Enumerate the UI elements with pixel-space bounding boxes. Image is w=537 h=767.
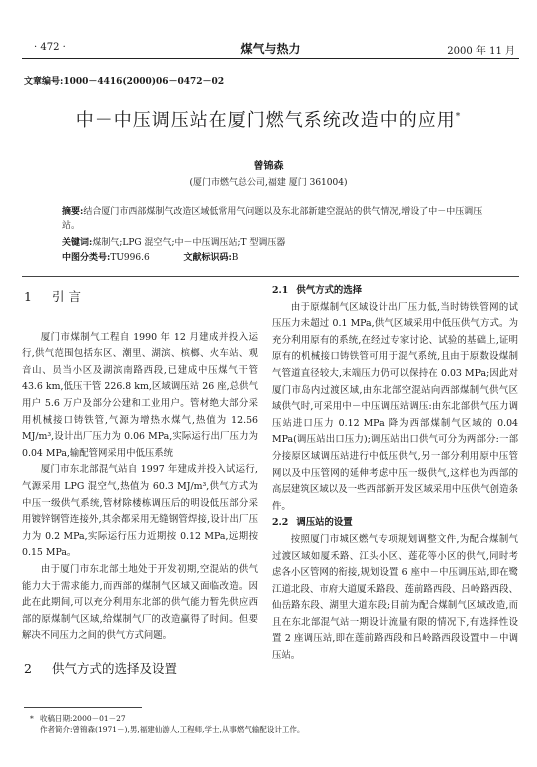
footnote-divider: [24, 707, 142, 708]
clc-value: TU996.6: [110, 253, 150, 263]
left-column: [22, 283, 258, 701]
doc-code-label: 文献标识码:: [183, 253, 232, 263]
section-title: 供气方式的选择及设置: [52, 660, 178, 676]
body-paragraph: 厦门市煤制气工程自 1990 年 12 月建成并投入运行,供气范围包括东区、潮里、湖滨、槟榔、火车站、观音山、员当小区及湖滨南路西段,已建成中压煤气干管 43.6 km,低压干管 226.8 km,区域调压站 26 座,总供气用户 5.6 万户及部分公建和工业用户。管材绝大部分采用机械接口铸铁管,气源为增热水煤气,热值为 12.56 MJ/m³,设计出厂压力为 0.06 MPa,实际运行出厂压力为 0.04 MPa,输配管网采用中低压系统: [22, 331, 258, 459]
running-header: [22, 40, 519, 59]
subsection-number: 2.2: [272, 517, 289, 529]
clc-label: 中图分类号:: [62, 253, 111, 263]
section-number: 2: [24, 660, 32, 676]
doc-code-value: B: [231, 253, 239, 263]
footnote-author-bio: [30, 724, 510, 735]
received-date: 收稿日期:2000－01－27: [40, 714, 126, 723]
abstract-label: 摘要:: [62, 207, 84, 217]
keywords-text: 煤制气;LPG 混空气;中－中压调压站;T 型调压器: [92, 238, 286, 248]
abstract-text: 结合厦门市西部煤制气改造区域低常用气问题以及东北部新建空混站的供气情况,增设了中－中压调压站。: [62, 207, 483, 231]
author-name: 曾锦森: [253, 161, 284, 172]
title-footnote-mark: *: [455, 112, 462, 122]
abstract: [62, 205, 492, 233]
page-number: · 472 ·: [34, 42, 66, 53]
article-title: [0, 106, 537, 132]
body-paragraph: 按照厦门市城区燃气专项规划调整文件,为配合煤制气过渡区域如厦禾路、江头小区、莲花等小区的供气,同时考虑各小区管网的衔接,规划设置 6 座中－中压调压站,即在鹭江道北段、市府大道厦禾路段、莲前路西段、吕岭路西段、仙岳路东段、湖里大道东段;目前为配合煤制气区域改造,而且在东北部混气站一期设计流量有限的情况下,有选择性设置 2 座调压站,即在莲前路西段和吕岭路西段设置中－中调压站。: [272, 533, 518, 662]
keywords: [62, 236, 492, 250]
subsection-heading-2-1: [272, 283, 518, 300]
subsection-heading-2-2: [272, 515, 518, 532]
author-affiliation: (厦门市燃气总公司,福建 厦门 361004): [189, 178, 348, 188]
section-heading-1: [24, 289, 258, 306]
title-text: 中－中压调压站在厦门燃气系统改造中的应用: [75, 110, 456, 131]
article-number: 文章编号:1000－4416(2000)06－0472－02: [24, 77, 225, 87]
footnote-received: [30, 713, 510, 724]
journal-name: 煤气与热力: [240, 42, 301, 56]
body-paragraph: 由于原煤制气区域设计出厂压力低,当时铸铁管网的试压压力未超过 0.1 MPa,供气区域采用中低压供气方式。为充分利用原有的系统,在经过专家讨论、试验的基础上,证明原有的机械接口铸铁管可用于混气系统,且由于原数设煤制气管道直径较大,末端压力仍可以保持在 0.03 MPa;因此对厦门市岛内过渡区域,由东北部空混站向西部煤制气供气区域供气时,可采用中－中压调压站调压:由东北部供气压力调压站进口压力 0.12 MPa 降为西部煤制气区域的 0.04 MPa(调压站出口压力);调压站出口供气可分为两部分:一部分接原区域调压站进行中低压供气,另一部分利用原中压管网以及中压管网的延伸考虑中压一级供气,这样也为西部的高层建筑区域以及一些西部新开发区域采用中压供气创造条件。: [272, 301, 518, 512]
keywords-label: 关键词:: [62, 238, 93, 248]
section-title: 引 言: [52, 289, 81, 304]
author-bio: 作者简介:曾锦森(1971－),男,福建仙游人,工程师,学士,从事燃气输配设计工作。: [40, 725, 305, 734]
body-paragraph: 厦门市东北部混气站自 1997 年建成并投入试运行,气源采用 LPG 混空气,热值为 60.3 MJ/m³,供气方式为中压一级供气系统,管材除楼栋调压后的明设低压部分采用镀锌钢管连接外,其余都采用无缝钢管焊接,设计出厂压力为 0.2 MPa,实际运行压力近期按 0.12 MPa,远期按 0.15 MPa。: [22, 464, 258, 559]
section-heading-2: [24, 661, 258, 678]
subsection-number: 2.1: [272, 285, 289, 296]
subsection-title: 调压站的设置: [296, 517, 353, 529]
classification-line: [62, 251, 492, 265]
footnote-star-icon: *: [30, 714, 34, 723]
body-paragraph: 由于厦门市东北部土地处于开发初期,空混站的供气能力大于需求能力,而西部的煤制气区域又面临改造。因此在此期间,可以充分利用东北部的供气能力暂先供应西部的原煤制气区域,给煤制气厂的改造赢得了时间。但要解决不同压力之间的供气方式问题。: [22, 563, 258, 642]
right-column: [272, 283, 518, 665]
front-matter-divider: [22, 276, 519, 277]
section-number: 1: [24, 289, 32, 304]
subsection-title: 供气方式的选择: [296, 285, 362, 296]
issue-date: 2000 年 11 月: [447, 46, 515, 57]
